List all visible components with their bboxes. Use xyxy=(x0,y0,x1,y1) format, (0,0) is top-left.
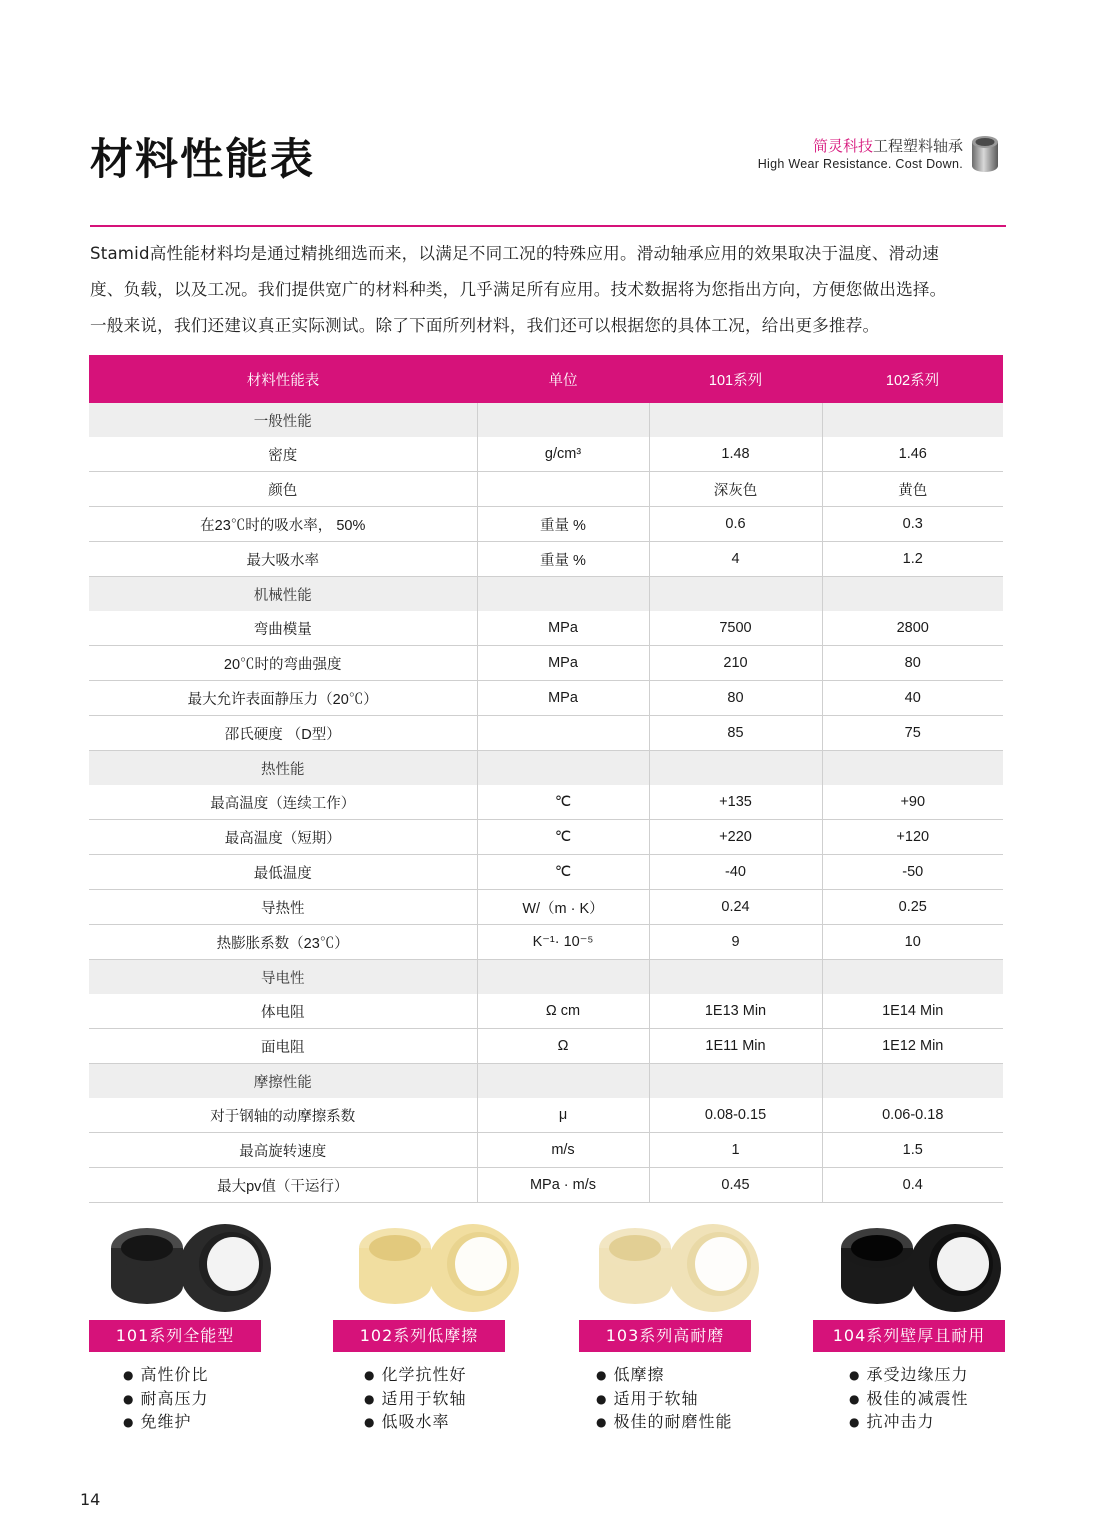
cell-unit xyxy=(477,1064,649,1099)
table-row xyxy=(89,716,1003,751)
cell-property: 最高温度（短期） xyxy=(89,820,477,855)
product-feature-list xyxy=(849,1364,969,1435)
product-series-label: 103系列高耐磨 xyxy=(579,1320,751,1352)
cell-unit: ℃ xyxy=(477,785,649,820)
product-feature-list xyxy=(364,1364,467,1435)
cell-property: 密度 xyxy=(89,437,477,472)
cell-101 xyxy=(649,577,822,612)
bearing-101-icon xyxy=(103,1216,283,1316)
cell-102: 0.4 xyxy=(822,1168,1003,1203)
table-row xyxy=(89,646,1003,681)
table-row xyxy=(89,890,1003,925)
product-feature: ● 低摩擦 xyxy=(596,1364,733,1388)
cell-101: +135 xyxy=(649,785,822,820)
cell-property: 最大吸水率 xyxy=(89,542,477,577)
cell-102 xyxy=(822,751,1003,786)
cell-unit: W/（m · K） xyxy=(477,890,649,925)
cell-property: 20℃时的弯曲强度 xyxy=(89,646,477,681)
table-row xyxy=(89,681,1003,716)
cell-property: 弯曲模量 xyxy=(89,611,477,646)
cell-101: +220 xyxy=(649,820,822,855)
cell-property: 最低温度 xyxy=(89,855,477,890)
cell-unit: MPa xyxy=(477,646,649,681)
cell-102 xyxy=(822,577,1003,612)
product-series-label: 102系列低摩擦 xyxy=(333,1320,505,1352)
cell-102: 0.25 xyxy=(822,890,1003,925)
cell-property: 导电性 xyxy=(89,960,477,995)
header-101-series: 101系列 xyxy=(649,355,822,403)
cell-101 xyxy=(649,960,822,995)
table-row xyxy=(89,1168,1003,1203)
cell-102 xyxy=(822,403,1003,437)
cell-property: 一般性能 xyxy=(89,403,477,437)
cell-unit xyxy=(477,472,649,507)
product-feature: ● 极佳的耐磨性能 xyxy=(596,1411,733,1435)
table-row xyxy=(89,1029,1003,1064)
cell-102: 2800 xyxy=(822,611,1003,646)
cell-102: 0.3 xyxy=(822,507,1003,542)
cell-102 xyxy=(822,960,1003,995)
table-section-row xyxy=(89,960,1003,995)
cell-unit: ℃ xyxy=(477,820,649,855)
cell-102: 1E12 Min xyxy=(822,1029,1003,1064)
product-feature: ● 适用于软轴 xyxy=(364,1388,467,1412)
cell-101: 4 xyxy=(649,542,822,577)
cell-102: +120 xyxy=(822,820,1003,855)
table-row xyxy=(89,507,1003,542)
cell-101: 1 xyxy=(649,1133,822,1168)
cell-101 xyxy=(649,403,822,437)
cell-property: 导热性 xyxy=(89,890,477,925)
cell-unit: Ω cm xyxy=(477,994,649,1029)
cell-101: 1E11 Min xyxy=(649,1029,822,1064)
bearing-icon xyxy=(969,134,1001,174)
cell-101: 80 xyxy=(649,681,822,716)
cell-101: 0.24 xyxy=(649,890,822,925)
cell-property: 最高温度（连续工作） xyxy=(89,785,477,820)
table-row xyxy=(89,472,1003,507)
title-divider xyxy=(90,225,1006,227)
cell-101: 85 xyxy=(649,716,822,751)
intro-line: 一般来说，我们还建议真正实际测试。除了下面所列材料，我们还可以根据您的具体工况，给出更多推荐。 xyxy=(90,316,880,335)
brand-tagline: High Wear Resistance. Cost Down. xyxy=(757,157,963,171)
cell-unit: Ω xyxy=(477,1029,649,1064)
product-feature: ● 低吸水率 xyxy=(364,1411,467,1435)
cell-101 xyxy=(649,751,822,786)
cell-unit xyxy=(477,960,649,995)
cell-101: 1.48 xyxy=(649,437,822,472)
cell-102: 1.2 xyxy=(822,542,1003,577)
cell-property: 热性能 xyxy=(89,751,477,786)
cell-102: 80 xyxy=(822,646,1003,681)
cell-101: 深灰色 xyxy=(649,472,822,507)
intro-line: Stamid高性能材料均是通过精挑细选而来，以满足不同工况的特殊应用。滑动轴承应用的效果取决于温度、滑动速 xyxy=(90,244,940,263)
cell-102: -50 xyxy=(822,855,1003,890)
cell-unit: 重量 % xyxy=(477,507,649,542)
cell-unit: K⁻¹· 10⁻⁵ xyxy=(477,925,649,960)
cell-102: 10 xyxy=(822,925,1003,960)
cell-property: 最大允许表面静压力（20℃） xyxy=(89,681,477,716)
page-title: 材料性能表 xyxy=(90,135,315,185)
product-feature: ● 免维护 xyxy=(123,1411,209,1435)
table-row xyxy=(89,785,1003,820)
table-section-row xyxy=(89,403,1003,437)
material-properties-table xyxy=(89,355,1003,1203)
header-property: 材料性能表 xyxy=(89,355,477,403)
table-row xyxy=(89,1098,1003,1133)
product-feature: ● 抗冲击力 xyxy=(849,1411,969,1435)
product-series-label: 104系列壁厚且耐用 xyxy=(813,1320,1005,1352)
intro-paragraph xyxy=(90,236,1006,344)
cell-102: +90 xyxy=(822,785,1003,820)
cell-property: 体电阻 xyxy=(89,994,477,1029)
table-section-row xyxy=(89,577,1003,612)
product-feature-list xyxy=(123,1364,209,1435)
cell-property: 在23℃时的吸水率， 50% xyxy=(89,507,477,542)
table-body xyxy=(89,403,1003,1203)
page-number: 14 xyxy=(80,1490,101,1509)
cell-102: 1.46 xyxy=(822,437,1003,472)
brand-block xyxy=(758,136,963,172)
cell-102: 黄色 xyxy=(822,472,1003,507)
cell-property: 颜色 xyxy=(89,472,477,507)
cell-unit: m/s xyxy=(477,1133,649,1168)
product-feature: ● 适用于软轴 xyxy=(596,1388,733,1412)
table-row xyxy=(89,437,1003,472)
cell-unit: g/cm³ xyxy=(477,437,649,472)
product-series-label: 101系列全能型 xyxy=(89,1320,261,1352)
cell-102 xyxy=(822,1064,1003,1099)
bearing-102-icon xyxy=(351,1216,531,1316)
cell-unit: ℃ xyxy=(477,855,649,890)
header-unit: 单位 xyxy=(477,355,649,403)
cell-101: 9 xyxy=(649,925,822,960)
cell-101: -40 xyxy=(649,855,822,890)
cell-property: 热膨胀系数（23℃） xyxy=(89,925,477,960)
cell-unit: MPa xyxy=(477,681,649,716)
cell-property: 面电阻 xyxy=(89,1029,477,1064)
product-feature-list xyxy=(596,1364,733,1435)
cell-unit: 重量 % xyxy=(477,542,649,577)
brand-name xyxy=(758,136,963,156)
product-feature: ● 耐高压力 xyxy=(123,1388,209,1412)
product-series-row xyxy=(89,1216,1005,1446)
cell-property: 机械性能 xyxy=(89,577,477,612)
cell-101: 210 xyxy=(649,646,822,681)
table-row xyxy=(89,855,1003,890)
cell-unit xyxy=(477,716,649,751)
cell-unit xyxy=(477,403,649,437)
table-row xyxy=(89,1133,1003,1168)
cell-102: 1.5 xyxy=(822,1133,1003,1168)
cell-102: 1E14 Min xyxy=(822,994,1003,1029)
table-row xyxy=(89,925,1003,960)
cell-property: 对于钢轴的动摩擦系数 xyxy=(89,1098,477,1133)
cell-property: 最高旋转速度 xyxy=(89,1133,477,1168)
cell-102: 75 xyxy=(822,716,1003,751)
cell-unit xyxy=(477,577,649,612)
cell-unit xyxy=(477,751,649,786)
cell-property: 邵氏硬度 （D型） xyxy=(89,716,477,751)
cell-102: 0.06-0.18 xyxy=(822,1098,1003,1133)
table-header-row xyxy=(89,355,1003,403)
cell-101: 0.6 xyxy=(649,507,822,542)
brand-name-pink: 简灵科技 xyxy=(812,137,873,155)
product-feature: ● 高性价比 xyxy=(123,1364,209,1388)
bearing-104-icon xyxy=(833,1216,1013,1316)
intro-line: 度、负载，以及工况。我们提供宽广的材料种类，几乎满足所有应用。技术数据将为您指出方向，方便您做出选择。 xyxy=(90,280,947,299)
cell-property: 摩擦性能 xyxy=(89,1064,477,1099)
product-feature: ● 化学抗性好 xyxy=(364,1364,467,1388)
cell-101 xyxy=(649,1064,822,1099)
cell-101: 0.45 xyxy=(649,1168,822,1203)
cell-101: 1E13 Min xyxy=(649,994,822,1029)
bearing-103-icon xyxy=(591,1216,771,1316)
cell-102: 40 xyxy=(822,681,1003,716)
brand-name-rest: 工程塑料轴承 xyxy=(872,137,963,155)
product-feature: ● 极佳的减震性 xyxy=(849,1388,969,1412)
cell-unit: MPa xyxy=(477,611,649,646)
cell-101: 0.08-0.15 xyxy=(649,1098,822,1133)
table-row xyxy=(89,542,1003,577)
table-row xyxy=(89,994,1003,1029)
product-feature: ● 承受边缘压力 xyxy=(849,1364,969,1388)
header-102-series: 102系列 xyxy=(822,355,1003,403)
table-section-row xyxy=(89,751,1003,786)
cell-unit: μ xyxy=(477,1098,649,1133)
table-section-row xyxy=(89,1064,1003,1099)
cell-property: 最大pv值（干运行） xyxy=(89,1168,477,1203)
table-row xyxy=(89,611,1003,646)
cell-101: 7500 xyxy=(649,611,822,646)
cell-unit: MPa · m/s xyxy=(477,1168,649,1203)
table-row xyxy=(89,820,1003,855)
